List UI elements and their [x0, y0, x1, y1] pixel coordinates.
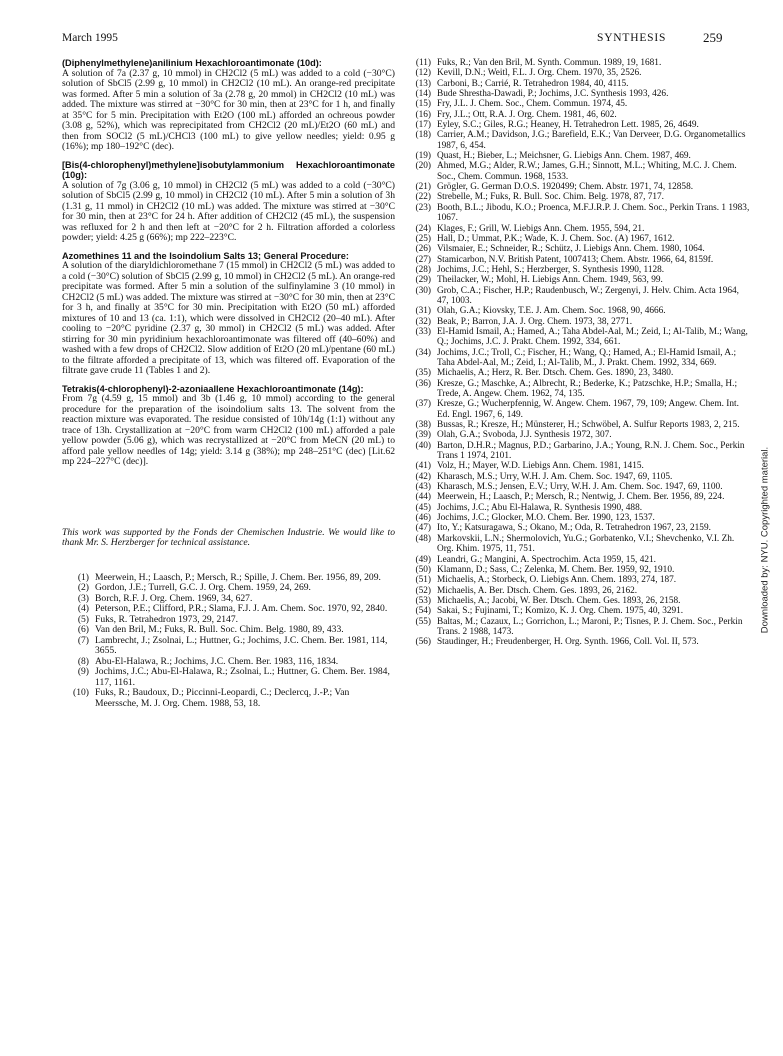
reference-number: (3): [77, 592, 89, 604]
experimental-section: [62, 160, 395, 244]
reference-text: Ito, Y.; Katsuragawa, S.; Okano, M.; Oda, R. Tetrahedron 1967, 23, 2159.: [437, 523, 711, 534]
reference-number: (32): [415, 316, 431, 327]
reference-number: (20): [415, 161, 431, 172]
reference-item: [404, 575, 752, 585]
experimental-section: [62, 384, 395, 468]
reference-number: (24): [415, 223, 431, 234]
reference-item: [404, 286, 752, 307]
reference-item: [404, 79, 752, 89]
reference-number: (4): [77, 603, 89, 614]
reference-item: [404, 565, 752, 575]
reference-item: [404, 265, 752, 275]
header-page-number: 259: [703, 30, 723, 45]
reference-number: (2): [77, 582, 89, 593]
reference-item: [62, 667, 395, 688]
reference-text: El-Hamid Ismail, A.; Hamed, A.; Taha Abdel-Aal, M.; Zeid, I.; Al-Talib, M.; Wang, Q.; Jochims, J.C. J. Prakt. Chem. 1992, 334, 661.: [437, 326, 748, 348]
reference-number: (14): [415, 89, 431, 100]
reference-text: Sakai, S.; Fujinami, T.; Komizo, K. J. Org. Chem. 1975, 40, 3291.: [437, 606, 684, 617]
reference-text: Kevill, D.N.; Weitl, F.L. J. Org. Chem. 1970, 35, 2526.: [437, 68, 642, 79]
reference-number: (27): [415, 254, 431, 265]
reference-item: [404, 110, 752, 120]
reference-item: [404, 68, 752, 78]
header-date: March 1995: [62, 32, 118, 44]
reference-text: Jochims, J.C.; Troll, C.; Fischer, H.; Wang, Q.; Hamed, A.; El-Hamid Ismail, A.; Taha Abdel-Aal, M.; Zeid, I.; Al-Talib, M., J. Prakt. Chem. 1992, 334, 669.: [437, 347, 737, 368]
reference-item: [404, 472, 752, 482]
reference-item: [404, 461, 752, 471]
reference-number: (56): [415, 637, 431, 648]
acknowledgment: This work was supported by the Fonds der Chemischen Industrie. We would like to thank Mr. S. Herzberger for technical assistance.: [62, 526, 395, 548]
reference-text: Jochims, J.C.; Hehl, S.; Herzberger, S. Synthesis 1990, 1128.: [437, 264, 665, 275]
reference-text: Borch, R.F. J. Org. Chem. 1969, 34, 627.: [95, 592, 253, 604]
reference-number: (18): [415, 130, 431, 141]
reference-item: [404, 203, 752, 224]
reference-text: Fry, J.L.; Ott, R.A. J. Org. Chem. 1981, 46, 602.: [437, 109, 617, 120]
reference-text: Michaelis, A.; Jacobi, W. Ber. Dtsch. Chem. Ges. 1893, 26, 2158.: [437, 595, 681, 606]
experimental-section: [62, 251, 395, 377]
reference-number: (44): [415, 492, 431, 503]
reference-number: (51): [415, 575, 431, 586]
reference-text: Michaelis, A.; Herz, R. Ber. Dtsch. Chem. Ges. 1890, 23, 3480.: [437, 368, 674, 379]
reference-text: Barton, D.H.R.; Magnus, P.D.; Garbarino, J.A.; Young, R.N. J. Chem. Soc., Perkin Trans 1 1974, 2101.: [437, 440, 745, 462]
reference-list-left: [62, 573, 395, 710]
reference-item: [404, 492, 752, 502]
reference-text: Peterson, P.E.; Clifford, P.R.; Slama, F.J. J. Am. Chem. Soc. 1970, 92, 2840.: [95, 603, 388, 614]
reference-text: Kresze, G.; Maschke, A.; Albrecht, R.; Bederke, K.; Patzschke, H.P.; Smalla, H.; Trede, A. Angew. Chem. 1962, 74, 135.: [437, 378, 738, 399]
reference-number: (37): [415, 399, 431, 410]
reference-list-right: [404, 58, 752, 648]
reference-item: [404, 534, 752, 555]
reference-item: [62, 604, 395, 615]
reference-number: (25): [415, 233, 431, 244]
reference-number: (11): [415, 58, 431, 68]
reference-number: (52): [415, 585, 431, 596]
reference-item: [404, 482, 752, 492]
reference-text: Van den Bril, M.; Fuks, R. Bull. Soc. Chim. Belg. 1980, 89, 433.: [95, 624, 344, 635]
reference-item: [404, 255, 752, 265]
reference-item: [404, 151, 752, 161]
right-column: [404, 58, 752, 648]
reference-number: (43): [415, 482, 431, 493]
reference-text: Gordon, J.E.; Turrell, G.C. J. Org. Chem. 1959, 24, 269.: [95, 582, 311, 593]
reference-text: Fuks, R.; Baudoux, D.; Piccinni-Leopardi, C.; Declercq, J.-P.; Van Meerssche, M. J. Org. Chem. 1988, 53, 18.: [95, 687, 350, 709]
reference-number: (35): [415, 368, 431, 379]
reference-number: (41): [415, 461, 431, 472]
download-notice: Downloaded by: NYU. Copyrighted material.: [759, 446, 771, 634]
reference-item: [404, 244, 752, 254]
reference-number: (31): [415, 306, 431, 317]
reference-number: (15): [415, 99, 431, 110]
reference-item: [404, 420, 752, 430]
reference-text: Jochims, J.C.; Abu El-Halawa, R. Synthesis 1990, 488.: [437, 502, 643, 513]
reference-text: Volz, H.; Mayer, W.D. Liebigs Ann. Chem. 1981, 1415.: [437, 461, 644, 472]
reference-number: (10): [73, 687, 89, 698]
reference-number: (34): [415, 347, 431, 358]
reference-item: [404, 379, 752, 400]
reference-number: (47): [415, 523, 431, 534]
reference-text: Grögler, G. German D.O.S. 1920499; Chem. Abstr. 1971, 74, 12858.: [437, 182, 694, 193]
reference-item: [404, 513, 752, 523]
reference-text: Vilsmaier, E.; Schneider, R.; Schütz, J. Liebigs Ann. Chem. 1980, 1064.: [437, 244, 705, 255]
reference-item: [404, 399, 752, 420]
reference-item: [62, 688, 395, 709]
reference-number: (42): [415, 471, 431, 482]
reference-number: (55): [415, 616, 431, 627]
reference-item: [404, 99, 752, 109]
reference-text: Abu-El-Halawa, R.; Jochims, J.C. Chem. Ber. 1983, 116, 1834.: [95, 655, 339, 667]
reference-number: (38): [415, 420, 431, 431]
reference-number: (28): [415, 264, 431, 275]
reference-number: (30): [415, 285, 431, 296]
reference-number: (17): [415, 120, 431, 131]
reference-number: (7): [77, 634, 89, 646]
reference-text: Carboni, B.; Carrié, R. Tetrahedron 1984, 40, 4115.: [437, 78, 629, 89]
reference-number: (5): [77, 613, 89, 625]
reference-item: [404, 161, 752, 182]
reference-item: [404, 637, 752, 647]
reference-item: [404, 120, 752, 130]
reference-item: [404, 58, 752, 68]
reference-text: Ahmed, M.G.; Alder, R.W.; James, G.H.; Sinnott, M.L.; Whiting, M.C. J. Chem. Soc., Chem. Commun. 1968, 1533.: [437, 161, 737, 182]
section-body: A solution of the diaryldichloromethane 7 (15 mmol) in CH2Cl2 (5 mL) was added to a cold (−30°C) solution of SbCl5 (2.99 g, 10 mmol) in CH2Cl2 (5 mL). An orange-red precipitate was formed. After 5 min a solution of the sulfinylamine 3 (10 mmol) in CH2Cl2 (5 mL) was added. The mixture was stirred at −30°C for 30 min, then at 23°C for 3 h, and finally at 35°C for 30 min. Precipitation with Et2O (50 mL) afforded mixtures of 10 and 13 (ca. 1:1), which were dissolved in CH2Cl2 (20–40 mL). After cooling to −20°C pyridine (2.37 g, 30 mmol) in CH2Cl2 (5 mL) was added. After stirring for 30 min pyridinium hexachloroantimonate was filtered off (40–60%) and washed with a few drops of CH2Cl2. Slow addition of Et2O (20 mL)/pentane (60 mL) to the filtrate afforded a precipitate of 13, which was filtered off. Evaporation of the filtrate gave crude 11 (Tables 1 and 2).: [62, 260, 395, 376]
reference-text: Quast, H.; Bieber, L.; Meichsner, G. Liebigs Ann. Chem. 1987, 469.: [437, 151, 691, 162]
reference-text: Bude Shrestha-Dawadi, P.; Jochims, J.C. Synthesis 1993, 426.: [437, 89, 669, 100]
reference-number: (36): [415, 378, 431, 389]
reference-text: Baltas, M.; Cazaux, L.; Gorrichon, L.; Maroni, P.; Tisnes, P. J. Chem. Soc., Perkin Trans. 2 1988, 1473.: [437, 616, 743, 637]
reference-item: [404, 182, 752, 192]
reference-number: (1): [77, 571, 89, 583]
reference-text: Strebelle, M.; Fuks, R. Bull. Soc. Chim. Belg. 1978, 87, 717.: [437, 192, 665, 203]
reference-text: Fuks, R.; Van den Bril, M. Synth. Commun. 1989, 19, 1681.: [437, 58, 662, 68]
reference-text: Grob, C.A.; Fischer, H.P.; Raudenbusch, W.; Zergenyi, J. Helv. Chim. Acta 1964, 47, 1003.: [437, 285, 740, 306]
reference-text: Michaelis, A. Ber. Dtsch. Chem. Ges. 1893, 26, 2162.: [437, 585, 638, 596]
reference-item: [62, 636, 395, 657]
reference-text: Fuks, R. Tetrahedron 1973, 29, 2147.: [95, 613, 239, 625]
experimental-section: [62, 58, 395, 153]
reference-item: [404, 441, 752, 462]
reference-number: (8): [77, 655, 89, 667]
section-title: Azomethines 11 and the Isoindolium Salts 13; General Procedure:: [62, 250, 349, 261]
reference-item: [404, 617, 752, 638]
header-journal: SYNTHESIS: [597, 32, 667, 44]
reference-item: [404, 596, 752, 606]
reference-item: [404, 306, 752, 316]
reference-number: (26): [415, 244, 431, 255]
reference-text: Bussas, R.; Kresze, H.; Münsterer, H.; Schwöbel, A. Sulfur Reports 1983, 2, 215.: [437, 420, 740, 431]
reference-item: [404, 348, 752, 369]
reference-item: [404, 555, 752, 565]
reference-item: [404, 224, 752, 234]
reference-number: (13): [415, 78, 431, 89]
reference-number: (33): [415, 326, 431, 337]
reference-item: [62, 625, 395, 636]
reference-text: Staudinger, H.; Freudenberger, H. Org. Synth. 1966, Coll. Vol. II, 573.: [437, 637, 699, 648]
reference-number: (9): [77, 666, 89, 677]
reference-text: Theilacker, W.; Mohl, H. Liebigs Ann. Chem. 1949, 563, 99.: [437, 275, 663, 286]
reference-text: Michaelis, A.; Storbeck, O. Liebigs Ann. Chem. 1893, 274, 187.: [437, 575, 677, 586]
section-title: Tetrakis(4-chlorophenyl)-2-azoniaallene Hexachloroantimonate (14g):: [62, 383, 364, 394]
reference-number: (23): [415, 202, 431, 213]
reference-text: Jochims, J.C.; Glocker, M.O. Chem. Ber. 1990, 123, 1537.: [437, 513, 655, 524]
reference-item: [404, 130, 752, 151]
reference-item: [404, 234, 752, 244]
reference-number: (21): [415, 182, 431, 193]
reference-text: Leandri, G.; Mangini, A. Spectrochim. Acta 1959, 15, 421.: [437, 554, 656, 565]
reference-text: Stamicarbon, N.V. British Patent, 1007413; Chem. Abstr. 1966, 64, 8159f.: [437, 254, 714, 265]
reference-number: (40): [415, 440, 431, 451]
reference-text: Olah, G.A.; Svoboda, J.J. Synthesis 1972, 307.: [437, 430, 612, 441]
reference-item: [404, 503, 752, 513]
reference-item: [404, 606, 752, 616]
reference-item: [404, 586, 752, 596]
section-title: (Diphenylmethylene)anilinium Hexachloroantimonate (10d):: [62, 58, 322, 68]
reference-text: Klages, F.; Grill, W. Liebigs Ann. Chem. 1955, 594, 21.: [437, 223, 645, 234]
reference-number: (22): [415, 192, 431, 203]
reference-number: (45): [415, 502, 431, 513]
reference-text: Hall, D.; Ummat, P.K.; Wade, K. J. Chem. Soc. (A) 1967, 1612.: [437, 233, 675, 244]
reference-text: Kharasch, M.S.; Urry, W.H. J. Am. Chem. Soc. 1947, 69, 1105.: [437, 471, 673, 482]
reference-text: Kresze, G.; Wucherpfennig, W. Angew. Chem. 1967, 79, 109; Angew. Chem. Int. Ed. Engl. 1967, 6, 149.: [437, 399, 739, 420]
reference-number: (39): [415, 430, 431, 441]
section-title: [Bis(4-chlorophenyl)methylene]isobutylammonium Hexachloroantimonate (10g):: [62, 159, 395, 180]
reference-number: (29): [415, 275, 431, 286]
experimental-sections: [62, 58, 395, 468]
reference-text: Markovskii, L.N.; Shermolovich, Yu.G.; Gorbatenko, V.I.; Shevchenko, V.I. Zh. Org. Khim. 1975, 11, 751.: [437, 533, 735, 555]
reference-number: (54): [415, 606, 431, 617]
reference-number: (53): [415, 595, 431, 606]
reference-item: [404, 430, 752, 440]
section-body: A solution of 7g (3.06 g, 10 mmol) in CH2Cl2 (5 mL) was added to a cold (−30°C) solution of SbCl5 (2.99 g, 10 mmol) in CH2Cl2 (10 mL). After 5 min a solution of 3h (1.31 g, 11 mmol) in CH2Cl2 (10 mL) was added. The mixture was stirred at −30°C for 30 min, then at 23°C for 24 h. After addition of CH2Cl2 (45 mL), the suspension was refluxed for 2 h and then left at −20°C for 2 h. Filtration afforded a colorless powder; yield: 4.25 g (66%); mp 222–223°C.: [62, 179, 395, 243]
reference-text: Klamann, D.; Sass, C.; Zelenka, M. Chem. Ber. 1959, 92, 1910.: [437, 564, 675, 575]
reference-item: [404, 523, 752, 533]
reference-number: (46): [415, 513, 431, 524]
reference-number: (50): [415, 564, 431, 575]
reference-text: Eyley, S.C.; Giles, R.G.; Heaney, H. Tetrahedron Lett. 1985, 26, 4649.: [437, 120, 699, 131]
reference-item: [404, 192, 752, 202]
section-body: From 7g (4.59 g, 15 mmol) and 3b (1.46 g, 10 mmol) according to the general procedure for the preparation of the isoindolium salts 13. The solvent from the reaction mixture was evaporated. The residue consisted of 10h/14g (1:1) without any trace of 13h. Crystallization at −20°C from warm CH2Cl2 (100 mL) afforded a pale yellow powder (5.06 g), which was recrystallized at −20°C from MeCN (20 mL) to afford pale yellow needles of 14g; yield: 3.14 g (38%); mp 248–251°C (dec) [Lit.62 mp 224–227°C (dec)].: [62, 393, 395, 467]
reference-text: Fry, J.L. J. Chem. Soc., Chem. Commun. 1974, 45.: [437, 99, 628, 110]
reference-number: (19): [415, 151, 431, 162]
reference-text: Olah, G.A.; Kiovsky, T.E. J. Am. Chem. Soc. 1968, 90, 4666.: [437, 306, 666, 317]
reference-text: Kharasch, M.S.; Jensen, E.V.; Urry, W.H. J. Am. Chem. Soc. 1947, 69, 1100.: [437, 482, 723, 493]
reference-number: (49): [415, 554, 431, 565]
reference-text: Lambrecht, J.; Zsolnai, L.; Huttner, G.; Jochims, J.C. Chem. Ber. 1981, 114, 3655.: [95, 634, 388, 656]
reference-text: Jochims, J.C.; Abu-El-Halawa, R.; Zsolnai, L.; Huttner, G. Chem. Ber. 1984, 117, 1161.: [95, 666, 390, 688]
reference-text: Beak, P.; Barron, J.A. J. Org. Chem. 1973, 38, 2771.: [437, 316, 633, 327]
left-column: [62, 58, 395, 709]
reference-item: [404, 327, 752, 348]
reference-item: [404, 317, 752, 327]
reference-number: (16): [415, 109, 431, 120]
reference-item: [62, 583, 395, 594]
reference-text: Booth, B.L.; Jibodu, K.O.; Proenca, M.F.J.R.P. J. Chem. Soc., Perkin Trans. 1 1983, 1067.: [437, 202, 750, 224]
reference-text: Meerwein, H.; Laasch, P.; Mersch, R.; Nentwig, J. Chem. Ber. 1956, 89, 224.: [437, 492, 725, 503]
reference-number: (12): [415, 68, 431, 79]
reference-number: (6): [77, 624, 89, 635]
reference-item: [404, 275, 752, 285]
reference-item: [404, 89, 752, 99]
reference-text: Carrier, A.M.; Davidson, J.G.; Barefield, E.K.; Van Derveer, D.G. Organometallics 1987, 6, 454.: [437, 130, 746, 151]
reference-number: (48): [415, 533, 431, 544]
reference-text: Meerwein, H.; Laasch, P.; Mersch, R.; Spille, J. Chem. Ber. 1956, 89, 209.: [95, 571, 381, 583]
reference-item: [404, 368, 752, 378]
section-body: A solution of 7a (2.37 g, 10 mmol) in CH2Cl2 (5 mL) was added to a cold (−30°C) solution of SbCl5 (2.99 g, 10 mmol) in CH2Cl2 (10 mL). An orange-red precipitate was formed. After 5 min a solution of 3a (2.78 g, 20 mmol) in CH2Cl2 (10 mL) was added. The mixture was stirred at −30°C for 30 min, then at 23°C for 1 h, and finally at 35°C for 5 min. Precipitation with Et2O (100 mL) afforded an ochreous powder (3.08 g, 52%), which was reprecipitated from CH2Cl2 (20 mL)/Et2O (60 mL) and then from SOCl2 (5 mL)/CHCl3 (100 mL) to give yellow needles; yield: 0.95 g (16%); mp 180–192°C (dec).: [62, 67, 395, 152]
